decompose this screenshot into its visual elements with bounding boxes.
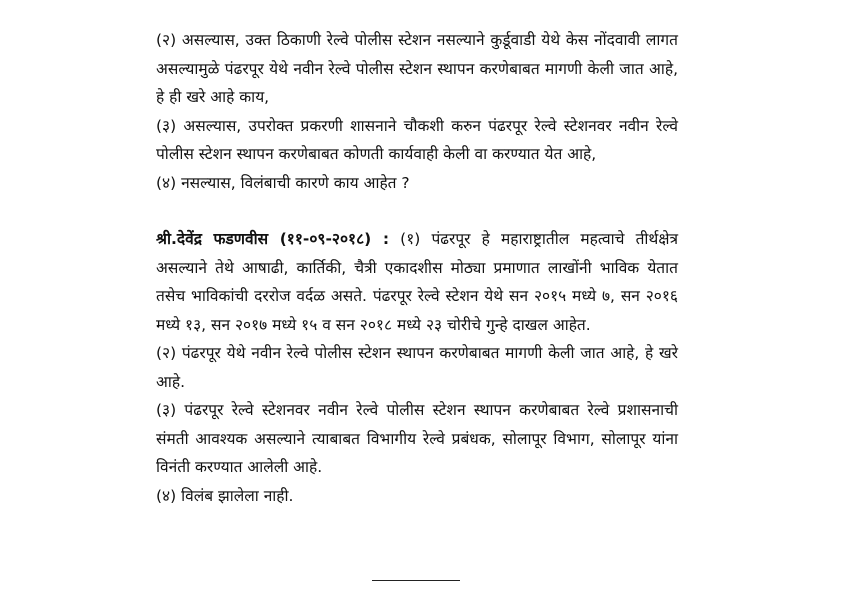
section-gap — [156, 197, 678, 225]
answer-1-text: (१) पंढरपूर हे महाराष्ट्रातील महत्वाचे तीर्थक्षेत्र असल्याने तेथे आषाढी, कार्तिकी, चैत्री एकादशीस मोठ्या प्रमाणात लाखोंनी भाविक येतात तसेच भाविकांची दररोज वर्दळ असते. पंढरपूर रेल्वे स्टेशन येथे सन २०१५ मध्ये ७, सन २०१६ मध्ये १३, सन २०१७ मध्ये १५ व सन २०१८ मध्ये २३ चोरीचे गुन्हे दाखल आहेत. — [156, 230, 679, 334]
question-4: (४) नसल्यास, विलंबाची कारणे काय आहेत ? — [156, 173, 410, 192]
document-body — [156, 26, 678, 510]
answer-speaker: श्री.देवेंद्र फडणवीस (११-०९-२०१८) : — [156, 230, 390, 248]
answer-4: (४) विलंब झालेला नाही. — [156, 486, 294, 505]
end-divider — [372, 580, 460, 581]
question-3: (३) असल्यास, उपरोक्त प्रकरणी शासनाने चौकशी करुन पंढरपूर रेल्वे स्टेशनवर नवीन रेल्वे पोलीस स्टेशन स्थापन करणेबाबत कोणती कार्यवाही केली वा करण्यात येत आहे, — [156, 116, 678, 163]
answer-3: (३) पंढरपूर रेल्वे स्टेशनवर नवीन रेल्वे पोलीस स्टेशन स्थापन करणेबाबत रेल्वे प्रशासनाची संमती आवश्यक असल्याने त्याबाबत विभागीय रेल्वे प्रबंधक, सोलापूर विभाग, सोलापूर यांना विनंती करण्यात आलेली आहे. — [156, 401, 678, 476]
answer-1 — [156, 225, 678, 339]
question-2: (२) असल्यास, उक्त ठिकाणी रेल्वे पोलीस स्टेशन नसल्याने कुर्डूवाडी येथे केस नोंदवावी लागत असल्यामुळे पंढरपूर येथे नवीन रेल्वे पोलीस स्टेशन स्थापन करणेबाबत मागणी केली जात आहे, हे ही खरे आहे काय, — [156, 31, 678, 106]
answer-2: (२) पंढरपूर येथे नवीन रेल्वे पोलीस स्टेशन स्थापन करणेबाबत मागणी केली जात आहे, हे खरे आहे. — [156, 344, 678, 391]
